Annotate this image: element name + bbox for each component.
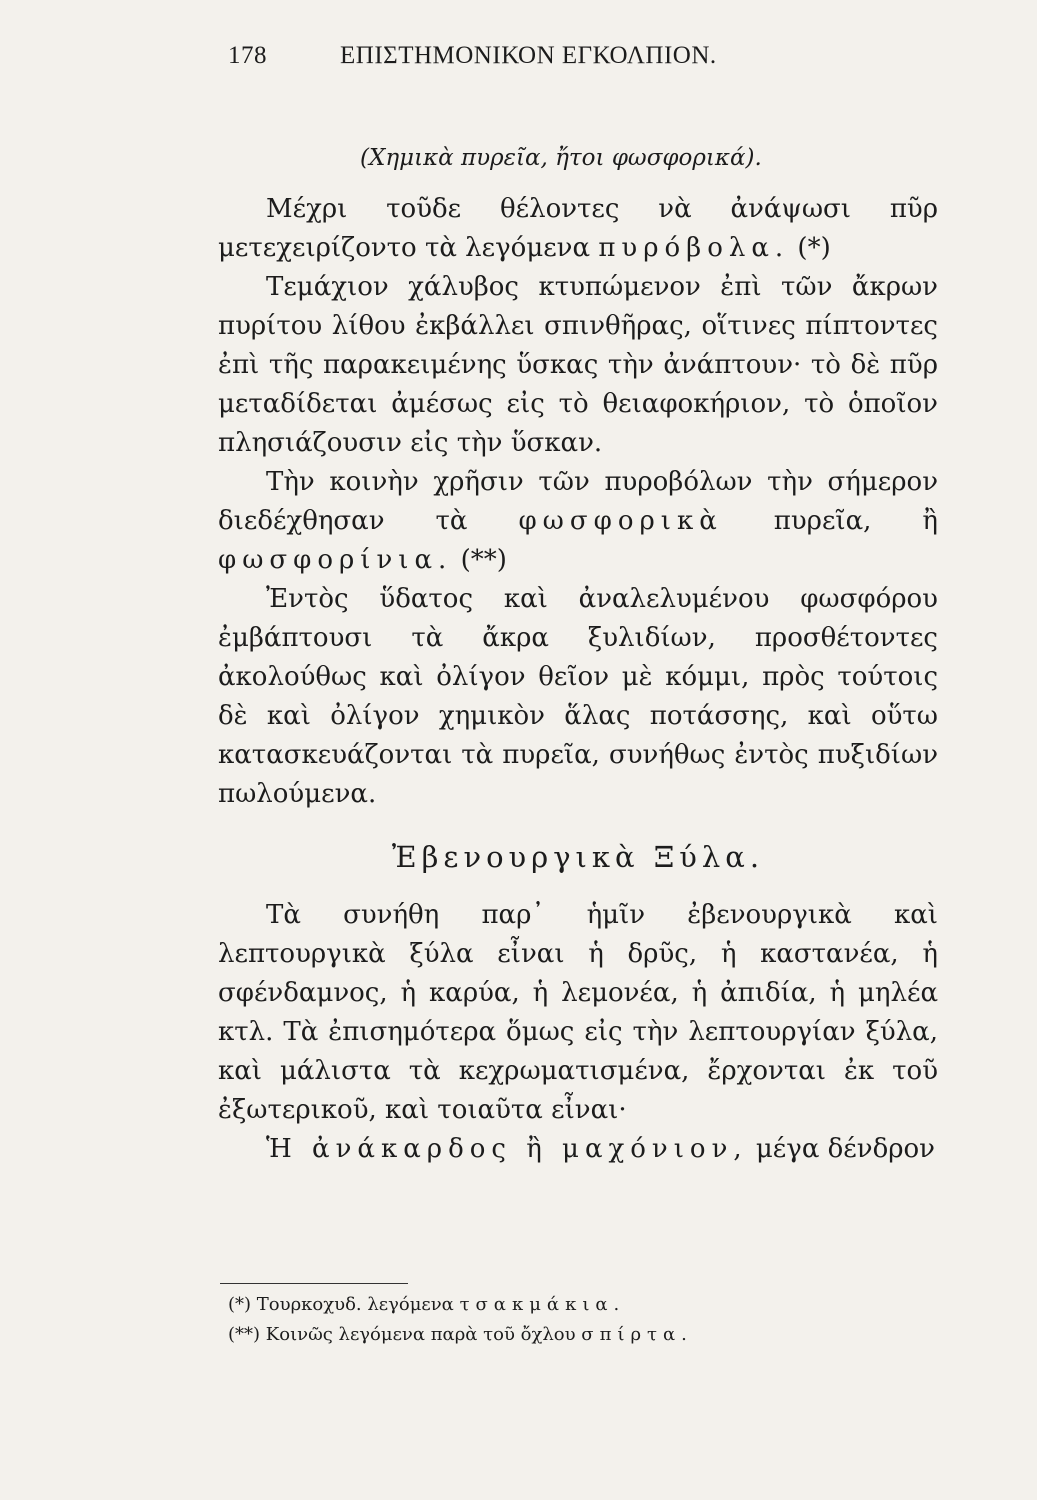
footnote-ref-2: (**) (460, 545, 507, 575)
footnote-1-text: Τουρκοχυδ. λεγόμενα (256, 1294, 454, 1315)
main-text (218, 190, 938, 1169)
footnote-2-text: Κοινῶς λεγόμενα παρὰ τοῦ ὄχλου (265, 1324, 576, 1345)
footnote-divider (220, 1283, 408, 1284)
footnote-2-mark: (**) (228, 1324, 261, 1345)
footnotes (228, 1290, 928, 1350)
paragraph-1 (218, 190, 938, 268)
running-header (228, 42, 788, 82)
paragraph-6-text: μέγα δένδρον (755, 1134, 935, 1164)
running-title: ΕΠΙΣΤΗΜΟΝΙΚΟΝ ΕΓΚΟΛΠΙΟΝ. (340, 42, 717, 69)
paragraph-4: Ἐντὸς ὕδατος καὶ ἀναλελυμένου φωσφόρου ἐμβάπτουσι τὰ ἄκρα ξυλιδίων, προσθέτοντες ἀκολούθως καὶ ὀλίγον θεῖον μὲ κόμμι, πρὸς τούτοις δὲ καὶ ὀλίγον χημικὸν ἅλας ποτάσσης, καὶ οὕτω κατασκευάζονται τὰ πυρεῖα, συνήθως ἐντὸς πυξιδίων πωλούμενα. (218, 584, 938, 809)
footnote-1-mark: (*) (228, 1294, 252, 1315)
spaced-term-fosforinia: φωσφορίνια. (218, 545, 453, 575)
footnote-2 (228, 1320, 928, 1350)
subsection-subtitle: (Χημικὰ πυρεῖα, ἤτοι φωσφορικά). (360, 145, 762, 171)
spaced-term-anakardos: Ἡ ἀνάκαρδος ἢ μαχόνιον, (266, 1134, 748, 1164)
section-title: Ἐβενουργικὰ Ξύλα. (391, 840, 765, 874)
page-number: 178 (228, 42, 267, 69)
paragraph-3 (218, 463, 938, 580)
footnote-1-spaced: τσακμάκια. (459, 1294, 626, 1315)
footnote-1 (228, 1290, 928, 1320)
spaced-term-pyrobola: πυρόβολα. (598, 233, 790, 263)
paragraph-6 (218, 1130, 938, 1169)
footnote-2-spaced: σπίρτα. (581, 1324, 693, 1345)
footnote-ref-1: (*) (797, 233, 831, 263)
paragraph-1-text: Μέχρι τοῦδε θέλοντες νὰ ἀνάψωσι πῦρ μετεχειρίζοντο τὰ λεγόμενα (218, 194, 938, 263)
paragraph-3-text-a: Τὴν κοινὴν χρῆσιν τῶν πυροβόλων τὴν σήμερον διεδέχθησαν τὰ (218, 467, 938, 536)
paragraph-2: Τεμάχιον χάλυβος κτυπώμενον ἐπὶ τῶν ἄκρων πυρίτου λίθου ἐκβάλλει σπινθῆρας, οἵτινες πίπτοντες ἐπὶ τῆς παρακειμένης ὕσκας τὴν ἀνάπτουν· τὸ δὲ πῦρ μεταδίδεται ἀμέσως εἰς τὸ θειαφοκήριον, τὸ ὁποῖον πλησιάζουσιν εἰς τὴν ὕσκαν. (218, 272, 938, 458)
paragraph-3-text-b: πυρεῖα, ἢ (773, 506, 939, 536)
spaced-term-fosforika: φωσφορικὰ (518, 506, 723, 536)
paragraph-5: Τὰ συνήθη παρ᾽ ἡμῖν ἐβενουργικὰ καὶ λεπτουργικὰ ξύλα εἶναι ἡ δρῦς, ἡ καστανέα, ἡ σφένδαμνος, ἡ καρύα, ἡ λεμονέα, ἡ ἀπιδία, ἡ μηλέα κτλ. Τὰ ἐπισημότερα ὅμως εἰς τὴν λεπτουργίαν ξύλα, καὶ μάλιστα τὰ κεχρωματισμένα, ἔρχονται ἐκ τοῦ ἐξωτερικοῦ, καὶ τοιαῦτα εἶναι· (218, 900, 938, 1125)
